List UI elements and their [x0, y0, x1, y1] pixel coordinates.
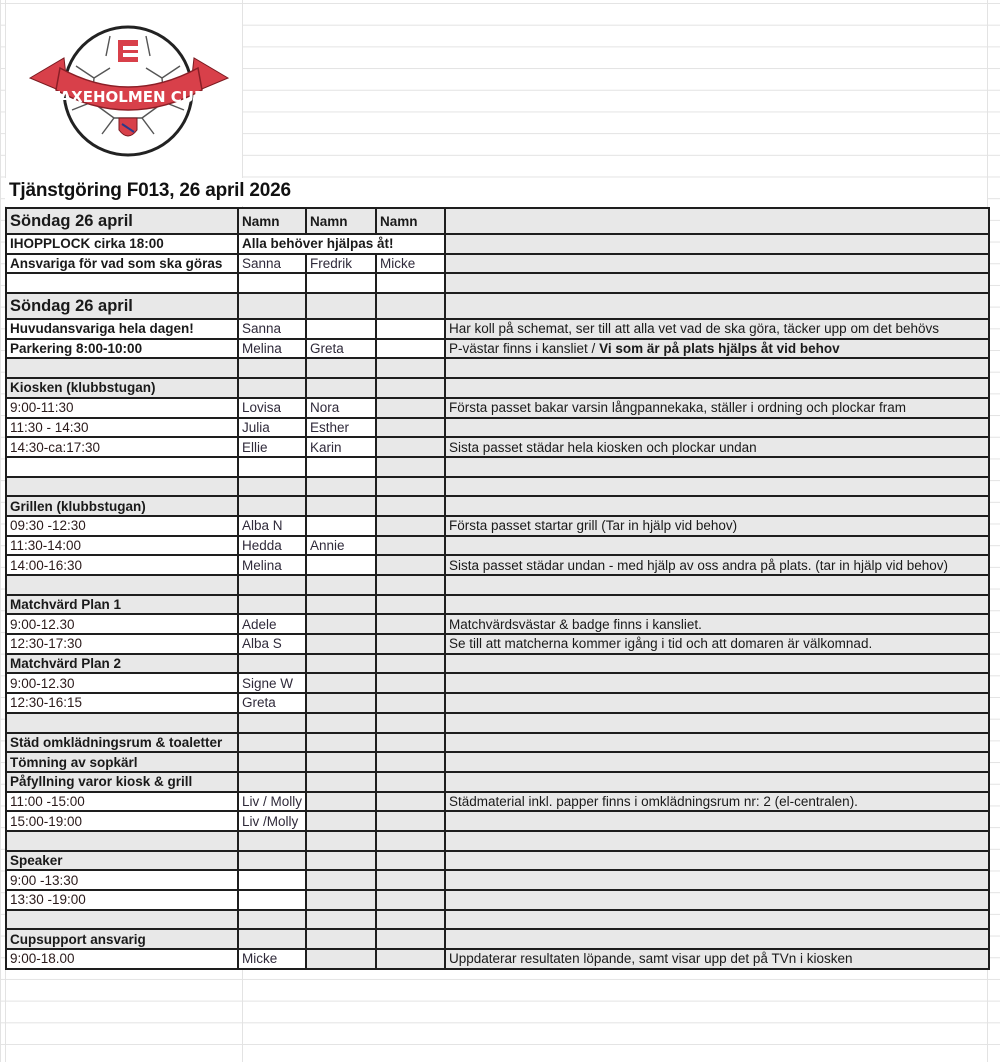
- name-3-cell[interactable]: [376, 398, 445, 418]
- note-cell[interactable]: [445, 693, 989, 713]
- task-cell[interactable]: [6, 555, 238, 575]
- task-cell[interactable]: [6, 851, 238, 871]
- note-cell[interactable]: [445, 713, 989, 733]
- name-1-cell[interactable]: [238, 208, 306, 234]
- note-cell[interactable]: [445, 339, 989, 359]
- task-cell[interactable]: [6, 536, 238, 556]
- name-3-cell[interactable]: [376, 516, 445, 536]
- table-row: [6, 792, 989, 812]
- note-text: Städmaterial inkl. papper finns i omklädningsrum nr: 2 (el-centralen).: [449, 793, 858, 809]
- note-cell[interactable]: [445, 772, 989, 792]
- task-cell[interactable]: [6, 693, 238, 713]
- table-row: [6, 851, 989, 871]
- name-2-cell[interactable]: [306, 811, 376, 831]
- name-3-cell[interactable]: [376, 457, 445, 477]
- name-1-cell[interactable]: [238, 713, 306, 733]
- name-2-cell[interactable]: [306, 733, 376, 753]
- task-text: 9:00-12.30: [10, 675, 75, 691]
- task-text: Ansvariga för vad som ska göras: [10, 256, 223, 272]
- task-text: 9:00 -13:30: [10, 872, 79, 888]
- task-cell[interactable]: [6, 254, 238, 274]
- name-2-cell[interactable]: [306, 654, 376, 674]
- note-cell[interactable]: [445, 673, 989, 693]
- name-3-cell[interactable]: [376, 949, 445, 969]
- note-cell[interactable]: [445, 555, 989, 575]
- note-cell[interactable]: [445, 634, 989, 654]
- name-2-cell[interactable]: [306, 870, 376, 890]
- note-cell[interactable]: [445, 273, 989, 293]
- task-cell[interactable]: [6, 457, 238, 477]
- name-1-text: Micke: [242, 951, 278, 967]
- note-text: Har koll på schemat, ser till att alla vet vad de ska göra, täcker upp om det behövs: [449, 321, 939, 337]
- name-2-cell[interactable]: [306, 536, 376, 556]
- table-row: [6, 477, 989, 497]
- name-1-cell[interactable]: [238, 516, 306, 536]
- task-text: 11:00 -15:00: [10, 793, 85, 809]
- name-2-cell[interactable]: [306, 516, 376, 536]
- name-3-text: Micke: [380, 256, 416, 272]
- table-row: [6, 437, 989, 457]
- name-1-text: Sanna: [242, 321, 282, 337]
- note-cell[interactable]: [445, 477, 989, 497]
- name-1-cell[interactable]: [238, 870, 306, 890]
- table-row: [6, 358, 989, 378]
- name-3-cell[interactable]: [376, 614, 445, 634]
- name-1-cell[interactable]: [238, 437, 306, 457]
- name-1-cell[interactable]: [238, 733, 306, 753]
- task-text: Speaker: [10, 852, 63, 868]
- name-2-cell[interactable]: [306, 437, 376, 457]
- name-3-cell[interactable]: [376, 870, 445, 890]
- name-2-cell[interactable]: [306, 851, 376, 871]
- name-3-cell[interactable]: [376, 477, 445, 497]
- name-2-cell[interactable]: [306, 693, 376, 713]
- note-text: Se till att matcherna kommer igång i tid och att domaren är välkomnad.: [449, 636, 873, 652]
- name-1-text: Hedda: [242, 537, 282, 553]
- table-row: [6, 536, 989, 556]
- name-3-cell[interactable]: [376, 792, 445, 812]
- note-cell[interactable]: [445, 910, 989, 930]
- task-cell[interactable]: [6, 733, 238, 753]
- name-1-cell[interactable]: [238, 477, 306, 497]
- name-3-cell[interactable]: [376, 654, 445, 674]
- name-1-cell[interactable]: [238, 536, 306, 556]
- faxeholmen-cup-logo: [6, 6, 242, 178]
- note-cell[interactable]: [445, 890, 989, 910]
- name-3-cell[interactable]: [376, 319, 445, 339]
- name-3-cell[interactable]: [376, 418, 445, 438]
- table-row: [6, 772, 989, 792]
- name-3-cell[interactable]: [376, 733, 445, 753]
- name-1-cell[interactable]: [238, 358, 306, 378]
- name-3-cell[interactable]: [376, 293, 445, 319]
- note-cell[interactable]: [445, 208, 989, 234]
- table-row: [6, 673, 989, 693]
- name-3-cell[interactable]: [376, 437, 445, 457]
- table-row: [6, 496, 989, 516]
- name-1-cell[interactable]: [238, 949, 306, 969]
- task-cell[interactable]: [6, 496, 238, 516]
- name-3-cell[interactable]: [376, 595, 445, 615]
- name-2-cell[interactable]: [306, 614, 376, 634]
- task-text: 14:00-16:30: [10, 557, 83, 573]
- name-1-cell[interactable]: [238, 398, 306, 418]
- task-text: 12:30-17:30: [10, 636, 83, 652]
- name-3-cell[interactable]: [376, 378, 445, 398]
- name-1-text: Signe W: [242, 675, 294, 691]
- task-cell[interactable]: [6, 516, 238, 536]
- task-cell[interactable]: [6, 752, 238, 772]
- table-row: [6, 234, 989, 254]
- task-cell[interactable]: [6, 792, 238, 812]
- name-2-text: Annie: [310, 537, 345, 553]
- name-2-cell[interactable]: [306, 398, 376, 418]
- task-cell[interactable]: [6, 614, 238, 634]
- task-cell[interactable]: [6, 890, 238, 910]
- task-text: Söndag 26 april: [10, 211, 133, 230]
- name-1-text: Melina: [242, 341, 282, 357]
- table-row: [6, 870, 989, 890]
- note-text: Sista passet städar hela kiosken och plockar undan: [449, 439, 757, 455]
- table-row: [6, 614, 989, 634]
- task-text: 13:30 -19:00: [10, 892, 86, 908]
- name-1-cell[interactable]: [238, 634, 306, 654]
- table-row: [6, 929, 989, 949]
- table-row: [6, 831, 989, 851]
- name-3-cell[interactable]: [376, 713, 445, 733]
- task-text: 14:30-ca:17:30: [10, 439, 101, 455]
- table-row: [6, 890, 989, 910]
- name-2-text: Karin: [310, 439, 342, 455]
- name-2-cell[interactable]: [306, 673, 376, 693]
- name-3-cell[interactable]: [376, 536, 445, 556]
- note-cell[interactable]: [445, 831, 989, 851]
- name-3-cell[interactable]: [376, 673, 445, 693]
- name-1-cell[interactable]: [238, 792, 306, 812]
- task-cell[interactable]: [6, 772, 238, 792]
- name-1-cell[interactable]: [238, 831, 306, 851]
- note-cell[interactable]: [445, 536, 989, 556]
- name-2-cell[interactable]: [306, 634, 376, 654]
- name-2-text: Namn: [310, 213, 348, 229]
- name-3-cell[interactable]: [376, 339, 445, 359]
- table-row: [6, 457, 989, 477]
- table-row: [6, 733, 989, 753]
- name-3-cell[interactable]: [376, 910, 445, 930]
- name-1-text: Sanna: [242, 256, 282, 272]
- name-1-text: Julia: [242, 419, 270, 435]
- name-3-text: Namn: [380, 213, 418, 229]
- name-2-cell[interactable]: [306, 293, 376, 319]
- table-row: [6, 254, 989, 274]
- name-2-cell[interactable]: [306, 831, 376, 851]
- note-cell[interactable]: [445, 358, 989, 378]
- name-3-cell[interactable]: [376, 929, 445, 949]
- task-cell[interactable]: [6, 910, 238, 930]
- task-cell[interactable]: [6, 595, 238, 615]
- task-cell[interactable]: [6, 378, 238, 398]
- note-cell[interactable]: [445, 457, 989, 477]
- name-1-cell[interactable]: [238, 595, 306, 615]
- note-text: Första passet bakar varsin långpannekaka, ställer i ordning och plockar fram: [449, 400, 906, 416]
- name-1-cell[interactable]: [238, 339, 306, 359]
- name-3-cell[interactable]: [376, 693, 445, 713]
- task-cell[interactable]: [6, 339, 238, 359]
- name-2-cell[interactable]: [306, 555, 376, 575]
- name-1-text: Melina: [242, 557, 282, 573]
- note-cell[interactable]: [445, 319, 989, 339]
- table-row: [6, 418, 989, 438]
- name-1-cell[interactable]: [238, 772, 306, 792]
- name-2-cell[interactable]: [306, 418, 376, 438]
- name-2-cell[interactable]: [306, 772, 376, 792]
- name-1-cell[interactable]: [238, 273, 306, 293]
- name-1-cell[interactable]: [238, 929, 306, 949]
- task-cell[interactable]: [6, 870, 238, 890]
- table-row: [6, 319, 989, 339]
- task-cell[interactable]: [6, 811, 238, 831]
- table-row: [6, 575, 989, 595]
- task-text: 9:00-18.00: [10, 951, 75, 967]
- name-3-cell[interactable]: [376, 208, 445, 234]
- name-1-cell[interactable]: [238, 234, 445, 254]
- note-cell[interactable]: [445, 378, 989, 398]
- name-1-text: Alla behöver hjälpas åt!: [242, 236, 394, 252]
- task-text: Matchvärd Plan 1: [10, 597, 122, 613]
- name-1-text: Ellie: [242, 439, 268, 455]
- note-cell[interactable]: [445, 792, 989, 812]
- task-text: 9:00-12.30: [10, 616, 75, 632]
- name-3-cell[interactable]: [376, 358, 445, 378]
- name-1-cell[interactable]: [238, 851, 306, 871]
- name-3-cell[interactable]: [376, 634, 445, 654]
- name-2-cell[interactable]: [306, 339, 376, 359]
- table-row: [6, 273, 989, 293]
- note-cell[interactable]: [445, 870, 989, 890]
- task-cell[interactable]: [6, 273, 238, 293]
- name-1-cell[interactable]: [238, 654, 306, 674]
- task-cell[interactable]: [6, 293, 238, 319]
- table-row: [6, 811, 989, 831]
- table-row: [6, 339, 989, 359]
- name-2-cell[interactable]: [306, 273, 376, 293]
- name-1-cell[interactable]: [238, 673, 306, 693]
- task-cell[interactable]: [6, 575, 238, 595]
- name-3-cell[interactable]: [376, 772, 445, 792]
- name-1-cell[interactable]: [238, 555, 306, 575]
- task-cell[interactable]: [6, 208, 238, 234]
- note-cell[interactable]: [445, 811, 989, 831]
- note-cell[interactable]: [445, 654, 989, 674]
- name-2-cell[interactable]: [306, 595, 376, 615]
- name-1-cell[interactable]: [238, 575, 306, 595]
- name-1-text: Namn: [242, 213, 280, 229]
- name-1-text: Alba S: [242, 636, 282, 652]
- task-cell[interactable]: [6, 713, 238, 733]
- name-1-cell[interactable]: [238, 614, 306, 634]
- note-cell[interactable]: [445, 575, 989, 595]
- name-1-text: Lovisa: [242, 400, 282, 416]
- task-cell[interactable]: [6, 929, 238, 949]
- note-cell[interactable]: [445, 398, 989, 418]
- task-text: Grillen (klubbstugan): [10, 498, 146, 514]
- table-row: [6, 654, 989, 674]
- task-text: 09:30 -12:30: [10, 518, 86, 534]
- task-text: 15:00-19:00: [10, 813, 83, 829]
- note-cell[interactable]: [445, 851, 989, 871]
- task-text: Söndag 26 april: [10, 296, 133, 315]
- task-cell[interactable]: [6, 477, 238, 497]
- note-cell[interactable]: [445, 254, 989, 274]
- name-2-cell[interactable]: [306, 713, 376, 733]
- task-cell[interactable]: [6, 634, 238, 654]
- name-3-cell[interactable]: [376, 831, 445, 851]
- name-2-text: Nora: [310, 400, 340, 416]
- task-text: Cupsupport ansvarig: [10, 931, 146, 947]
- task-cell[interactable]: [6, 437, 238, 457]
- name-3-cell[interactable]: [376, 811, 445, 831]
- note-cell[interactable]: [445, 496, 989, 516]
- name-2-cell[interactable]: [306, 792, 376, 812]
- sheet-title: Tjänstgöring F013, 26 april 2026: [9, 180, 291, 201]
- task-cell[interactable]: [6, 398, 238, 418]
- name-2-cell[interactable]: [306, 254, 376, 274]
- name-2-cell[interactable]: [306, 319, 376, 339]
- note-cell[interactable]: [445, 293, 989, 319]
- name-2-text: Esther: [310, 419, 350, 435]
- name-2-cell[interactable]: [306, 752, 376, 772]
- name-2-cell[interactable]: [306, 890, 376, 910]
- name-2-cell[interactable]: [306, 929, 376, 949]
- name-1-cell[interactable]: [238, 752, 306, 772]
- logo-banner-text: FAXEHOLMEN CUP: [51, 88, 205, 106]
- task-cell[interactable]: [6, 831, 238, 851]
- task-cell[interactable]: [6, 949, 238, 969]
- name-3-cell[interactable]: [376, 496, 445, 516]
- note-text: Matchvärdsvästar & badge finns i kansliet.: [449, 616, 702, 632]
- name-3-cell[interactable]: [376, 273, 445, 293]
- task-text: Matchvärd Plan 2: [10, 656, 122, 672]
- name-1-cell[interactable]: [238, 254, 306, 274]
- table-row: [6, 555, 989, 575]
- name-2-text: Greta: [310, 341, 344, 357]
- task-text: IHOPPLOCK cirka 18:00: [10, 236, 164, 252]
- note-text: P-västar finns i kansliet /: [449, 341, 600, 357]
- note-text: Sista passet städar undan - med hjälp av oss andra på plats. (tar in hjälp vid behov): [449, 557, 949, 573]
- name-2-cell[interactable]: [306, 910, 376, 930]
- name-2-cell[interactable]: [306, 378, 376, 398]
- note-cell[interactable]: [445, 418, 989, 438]
- note-cell[interactable]: [445, 516, 989, 536]
- name-3-cell[interactable]: [376, 555, 445, 575]
- name-2-cell[interactable]: [306, 358, 376, 378]
- note-cell[interactable]: [445, 234, 989, 254]
- task-text: Städ omklädningsrum & toaletter: [10, 734, 223, 750]
- table-row: [6, 949, 989, 969]
- note-cell[interactable]: [445, 595, 989, 615]
- name-1-text: Alba N: [242, 518, 283, 534]
- name-2-cell[interactable]: [306, 496, 376, 516]
- name-1-cell[interactable]: [238, 293, 306, 319]
- task-cell[interactable]: [6, 358, 238, 378]
- note-cell[interactable]: [445, 733, 989, 753]
- name-2-cell[interactable]: [306, 457, 376, 477]
- task-cell[interactable]: [6, 418, 238, 438]
- table-row: [6, 293, 989, 319]
- table-row: [6, 208, 989, 234]
- task-text: Påfyllning varor kiosk & grill: [10, 774, 193, 790]
- name-2-cell[interactable]: [306, 208, 376, 234]
- task-cell[interactable]: [6, 654, 238, 674]
- task-text: 11:30-14:00: [10, 537, 82, 553]
- table-row: [6, 693, 989, 713]
- name-2-cell[interactable]: [306, 477, 376, 497]
- name-1-text: Greta: [242, 695, 276, 711]
- name-1-cell[interactable]: [238, 890, 306, 910]
- name-3-cell[interactable]: [376, 254, 445, 274]
- note-text: Första passet startar grill (Tar in hjälp vid behov): [449, 518, 738, 534]
- table-row: [6, 595, 989, 615]
- table-row: [6, 752, 989, 772]
- name-1-cell[interactable]: [238, 811, 306, 831]
- task-text: 9:00-11:30: [10, 400, 74, 416]
- name-1-text: Adele: [242, 616, 277, 632]
- name-1-cell[interactable]: [238, 693, 306, 713]
- table-row: [6, 398, 989, 418]
- note-cell[interactable]: [445, 949, 989, 969]
- task-text: 12:30-16:15: [10, 695, 83, 711]
- note-text: Uppdaterar resultaten löpande, samt visar upp det på TVn i kiosken: [449, 951, 853, 967]
- table-row: [6, 516, 989, 536]
- table-row: [6, 634, 989, 654]
- table-row: [6, 713, 989, 733]
- note-cell[interactable]: [445, 437, 989, 457]
- table-row: [6, 910, 989, 930]
- task-text: Huvudansvariga hela dagen!: [10, 321, 194, 337]
- task-text: 11:30 - 14:30: [10, 419, 89, 435]
- note-cell[interactable]: [445, 929, 989, 949]
- name-1-text: Liv /Molly: [242, 813, 299, 829]
- task-cell[interactable]: [6, 319, 238, 339]
- name-1-cell[interactable]: [238, 496, 306, 516]
- task-cell[interactable]: [6, 673, 238, 693]
- name-3-cell[interactable]: [376, 752, 445, 772]
- name-1-cell[interactable]: [238, 910, 306, 930]
- name-2-cell[interactable]: [306, 575, 376, 595]
- name-3-cell[interactable]: [376, 890, 445, 910]
- name-1-cell[interactable]: [238, 418, 306, 438]
- name-1-cell[interactable]: [238, 457, 306, 477]
- name-1-text: Liv / Molly: [242, 793, 303, 809]
- name-2-text: Fredrik: [310, 256, 353, 272]
- note-cell[interactable]: [445, 752, 989, 772]
- task-cell[interactable]: [6, 234, 238, 254]
- name-3-cell[interactable]: [376, 575, 445, 595]
- task-text: Kiosken (klubbstugan): [10, 380, 156, 396]
- note-bold-text: Vi som är på plats hjälps åt vid behov: [599, 341, 840, 357]
- name-3-cell[interactable]: [376, 851, 445, 871]
- note-cell[interactable]: [445, 614, 989, 634]
- name-2-cell[interactable]: [306, 949, 376, 969]
- task-text: Tömning av sopkärl: [10, 754, 138, 770]
- task-text: Parkering 8:00-10:00: [10, 341, 143, 357]
- name-1-cell[interactable]: [238, 378, 306, 398]
- duty-schedule-table: [5, 207, 990, 970]
- name-1-cell[interactable]: [238, 319, 306, 339]
- table-row: [6, 378, 989, 398]
